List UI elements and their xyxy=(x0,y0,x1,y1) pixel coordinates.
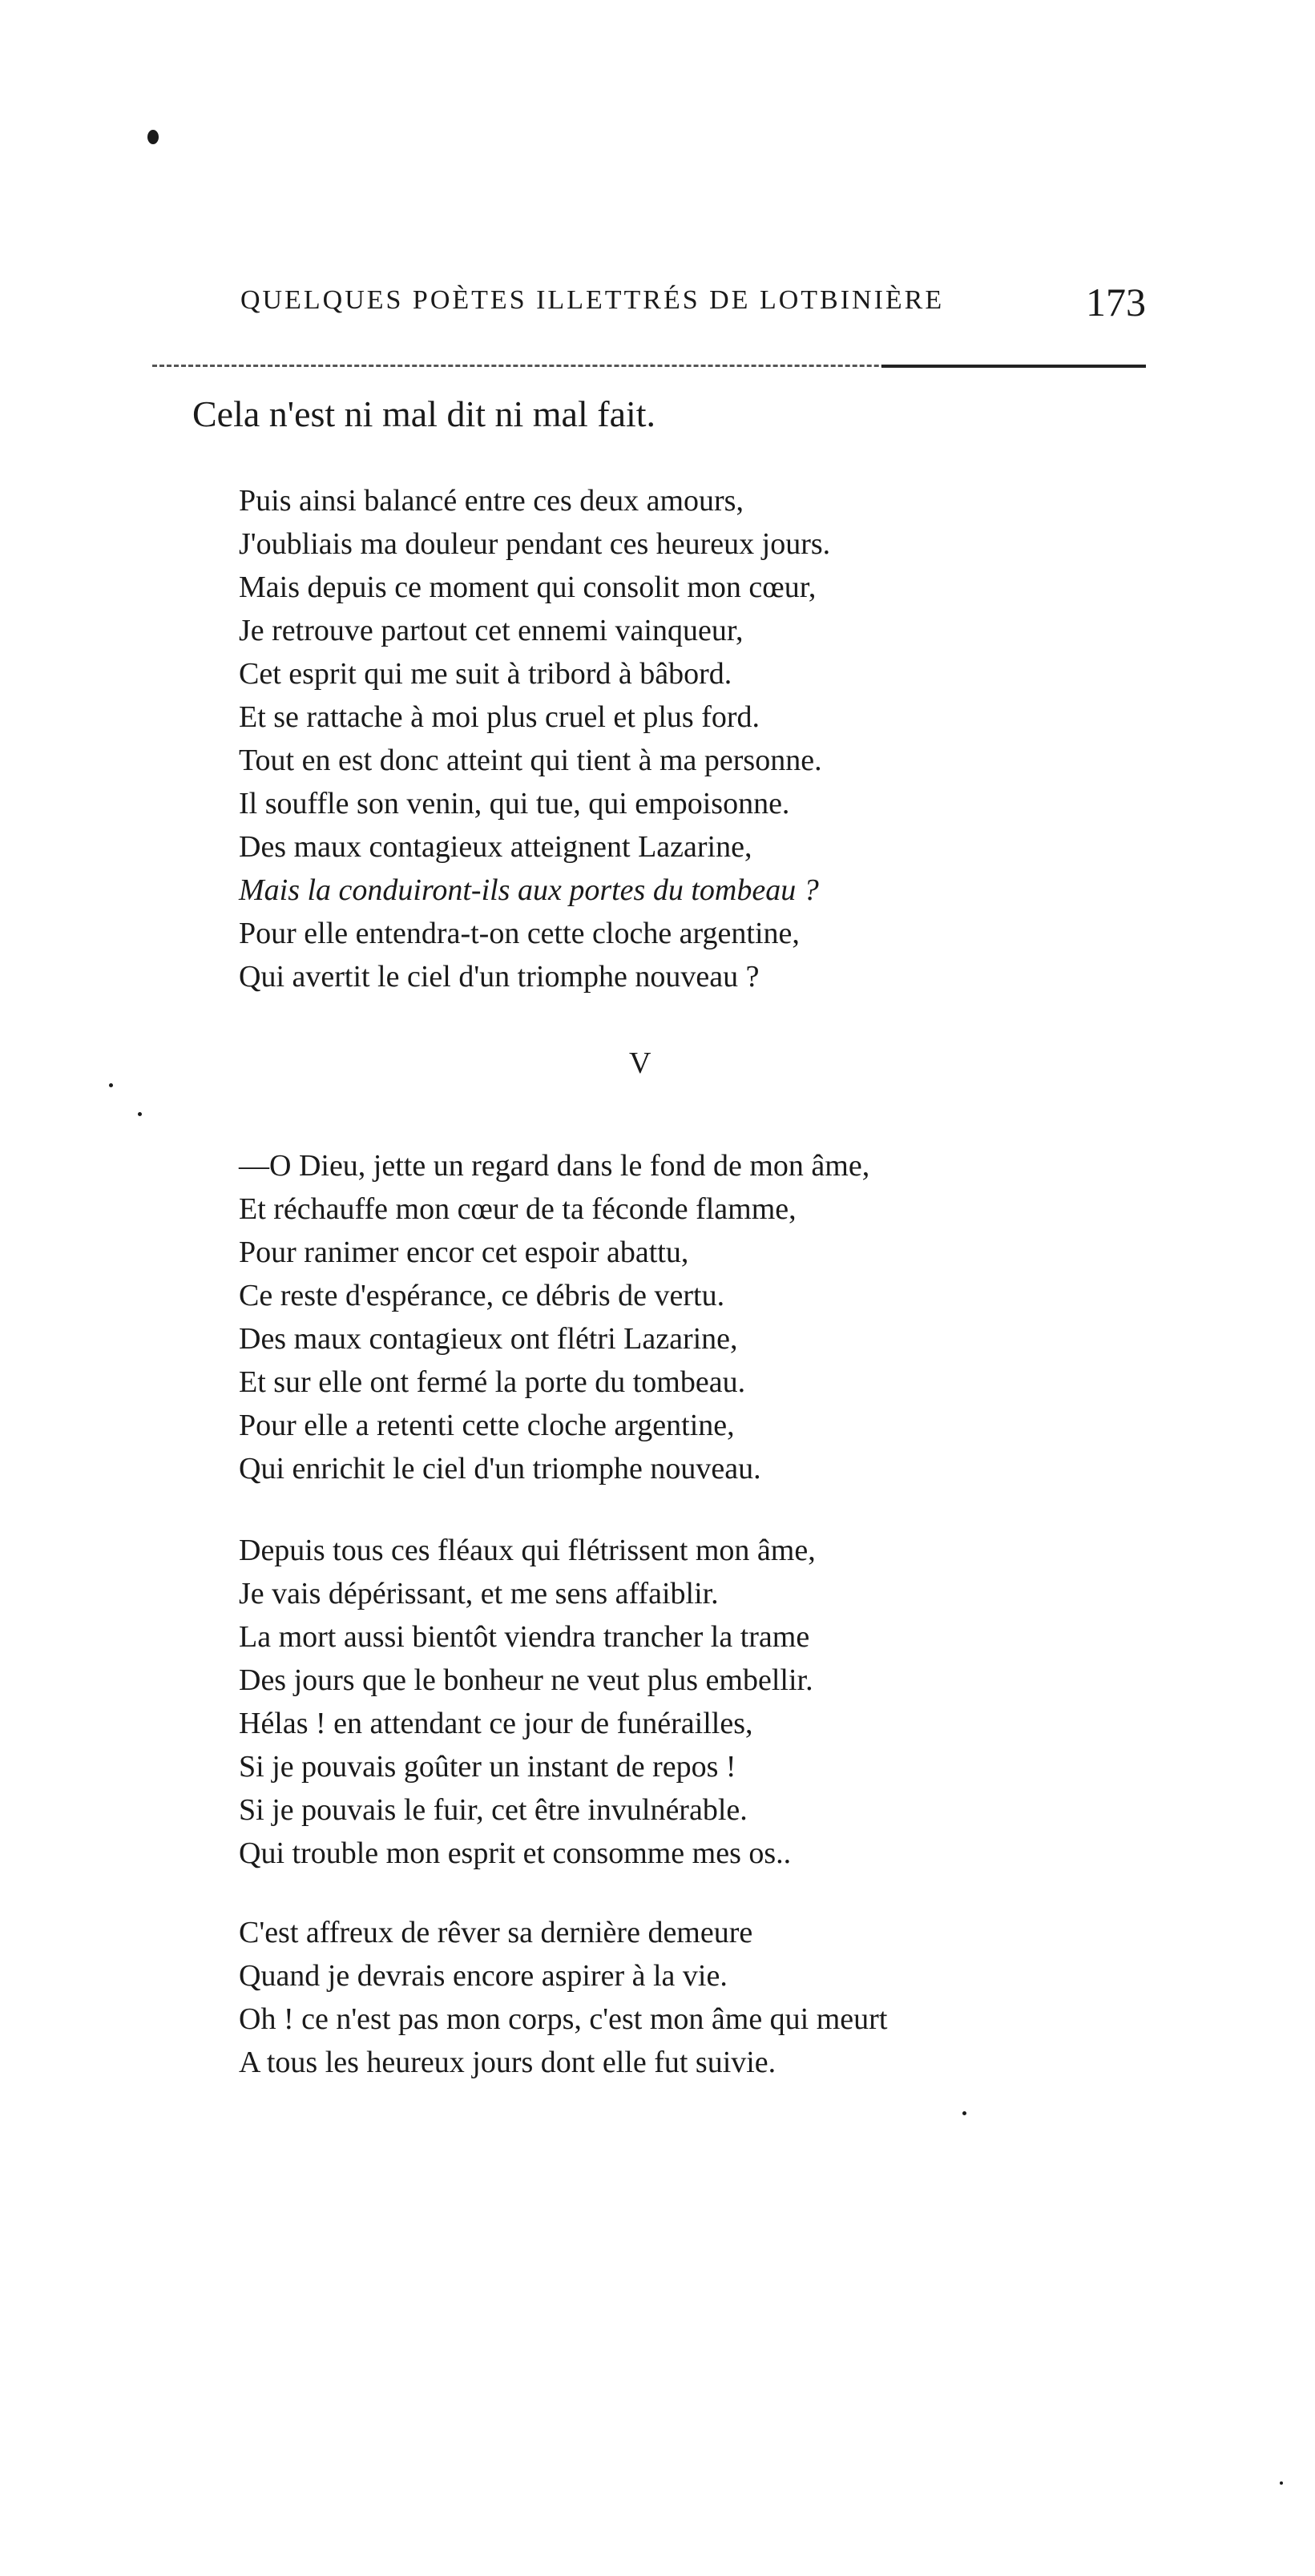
verse-line: Depuis tous ces fléaux qui flétrissent mon âme, xyxy=(239,1534,816,1567)
verse-line: Pour elle entendra-t-on cette cloche argentine, xyxy=(239,917,800,950)
verse-line: Pour elle a retenti cette cloche argentine, xyxy=(239,1409,735,1442)
verse-line: Et se rattache à moi plus cruel et plus ford. xyxy=(239,700,760,734)
section-numeral: V xyxy=(629,1046,651,1080)
verse-line: Quand je devrais encore aspirer à la vie. xyxy=(239,1959,728,1993)
ink-speck xyxy=(109,1083,113,1087)
verse-line: Je retrouve partout cet ennemi vainqueur, xyxy=(239,614,744,647)
verse-line: Et réchauffe mon cœur de ta féconde flamme, xyxy=(239,1192,797,1226)
verse-line: A tous les heureux jours dont elle fut suivie. xyxy=(239,2046,776,2079)
stanza-4 xyxy=(239,1911,887,2084)
verse-line: Si je pouvais goûter un instant de repos ! xyxy=(239,1750,736,1784)
verse-line: Et sur elle ont fermé la porte du tombeau. xyxy=(239,1365,746,1399)
verse-line: Cet esprit qui me suit à tribord à bâbord. xyxy=(239,657,732,691)
header-rule-solid xyxy=(881,365,1146,368)
page-number: 173 xyxy=(1086,280,1146,325)
verse-line: Tout en est donc atteint qui tient à ma personne. xyxy=(239,744,822,777)
verse-line-italic: Mais la conduiront-ils aux portes du tombeau ? xyxy=(239,873,819,907)
stanza-3 xyxy=(239,1529,816,1875)
ink-speck xyxy=(1280,2481,1283,2485)
page-header xyxy=(240,279,1146,335)
verse-line: Des jours que le bonheur ne veut plus embellir. xyxy=(239,1663,813,1697)
stanza-2 xyxy=(239,1144,869,1490)
verse-line: Pour ranimer encor cet espoir abattu, xyxy=(239,1236,689,1269)
intro-line: Cela n'est ni mal dit ni mal fait. xyxy=(192,393,656,434)
verse-line: Qui enrichit le ciel d'un triomphe nouveau. xyxy=(239,1452,761,1486)
verse-line: Des maux contagieux atteignent Lazarine, xyxy=(239,830,752,864)
ink-speck xyxy=(138,1112,142,1116)
verse-line: Hélas ! en attendant ce jour de funérailles, xyxy=(239,1707,753,1740)
verse-line: Puis ainsi balancé entre ces deux amours, xyxy=(239,484,744,518)
verse-line: Des maux contagieux ont flétri Lazarine, xyxy=(239,1322,738,1356)
verse-line: Qui avertit le ciel d'un triomphe nouveau ? xyxy=(239,960,760,994)
verse-line: Qui trouble mon esprit et consomme mes os.. xyxy=(239,1836,792,1870)
verse-line: Mais depuis ce moment qui consolit mon cœur, xyxy=(239,570,817,604)
verse-line: Je vais dépérissant, et me sens affaiblir. xyxy=(239,1577,719,1611)
verse-line: Il souffle son venin, qui tue, qui empoisonne. xyxy=(239,787,790,820)
ink-speck xyxy=(962,2111,966,2115)
verse-line: Oh ! ce n'est pas mon corps, c'est mon âme qui meurt xyxy=(239,2002,888,2036)
verse-line: Ce reste d'espérance, ce débris de vertu. xyxy=(239,1279,725,1312)
verse-line: J'oubliais ma douleur pendant ces heureux jours. xyxy=(239,527,831,561)
stanza-1 xyxy=(239,479,830,998)
ink-speck xyxy=(147,130,159,144)
verse-line: —O Dieu, jette un regard dans le fond de mon âme, xyxy=(239,1149,870,1183)
verse-line: C'est affreux de rêver sa dernière demeure xyxy=(239,1916,753,1949)
running-title: QUELQUES POÈTES ILLETTRÉS DE LOTBINIÈRE xyxy=(240,285,945,315)
verse-line: Si je pouvais le fuir, cet être invulnérable. xyxy=(239,1793,748,1827)
verse-line: La mort aussi bientôt viendra trancher la trame xyxy=(239,1620,810,1654)
